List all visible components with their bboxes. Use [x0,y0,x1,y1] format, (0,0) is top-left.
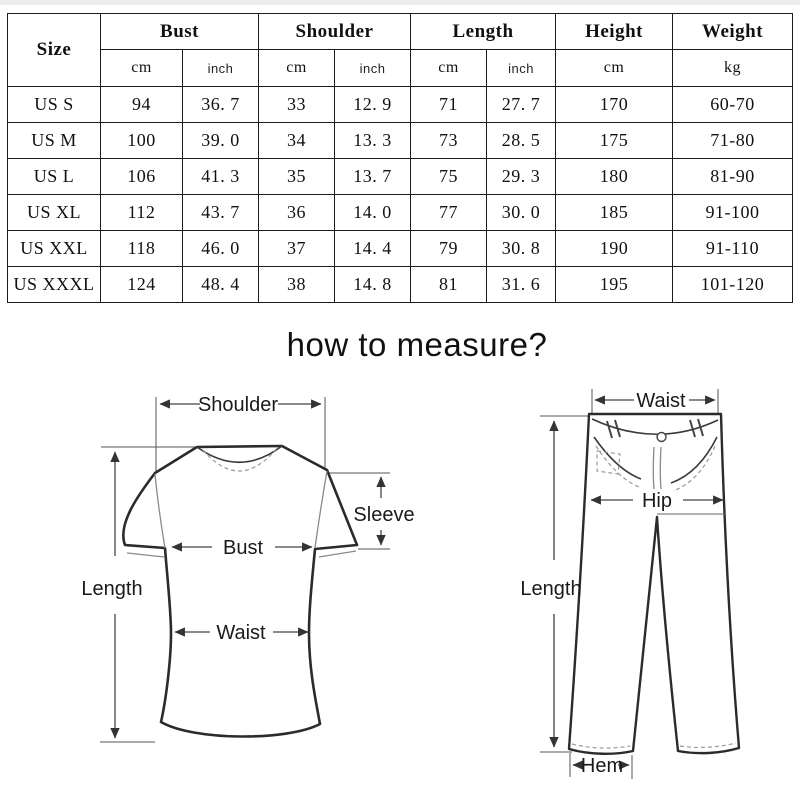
unit-weight-kg: kg [673,50,793,87]
shirt-length-label: Length [81,578,143,600]
fly-line-left [653,447,654,489]
row-size-label: US M [8,123,101,159]
table-cell: 12. 9 [335,87,411,123]
pants-hip-label: Hip [641,490,673,512]
table-cell: 106 [101,159,183,195]
table-cell: 112 [101,195,183,231]
table-cell: 71 [411,87,487,123]
table-cell: 81-90 [673,159,793,195]
table-cell: 75 [411,159,487,195]
table-cell: 180 [556,159,673,195]
table-cell: 30. 0 [487,195,556,231]
table-cell: 101-120 [673,267,793,303]
table-cell: 118 [101,231,183,267]
table-cell: 124 [101,267,183,303]
table-cell: 48. 4 [183,267,259,303]
col-header-weight: Weight [673,14,793,50]
table-cell: 71-80 [673,123,793,159]
row-size-label: US L [8,159,101,195]
table-cell: 36. 7 [183,87,259,123]
table-cell: 190 [556,231,673,267]
pants-length-label: Length [520,578,582,600]
table-cell: 81 [411,267,487,303]
table-cell: 30. 8 [487,231,556,267]
row-size-label: US XL [8,195,101,231]
table-cell: 37 [259,231,335,267]
shirt-shoulder-label: Shoulder [197,394,279,416]
shirt-sleeve-label: Sleeve [353,504,415,526]
col-header-size: Size [8,14,101,87]
row-size-label: US XXXL [8,267,101,303]
row-size-label: US S [8,87,101,123]
shirt-bust-label: Bust [222,537,264,559]
pants-outline [569,414,739,754]
table-cell: 27. 7 [487,87,556,123]
row-size-label: US XXL [8,231,101,267]
pants-hem-label: Hem [580,755,624,777]
pants-diagram [520,389,739,779]
table-cell: 14. 4 [335,231,411,267]
table-cell: 175 [556,123,673,159]
table-cell: 170 [556,87,673,123]
table-cell: 195 [556,267,673,303]
table-cell: 14. 8 [335,267,411,303]
unit-shoulder-inch: inch [335,50,411,87]
table-cell: 33 [259,87,335,123]
shirt-waist-label: Waist [216,622,266,644]
right-cuff-line [319,551,356,557]
unit-length-cm: cm [411,50,487,87]
col-header-shoulder: Shoulder [259,14,411,50]
fly-line-right [660,447,661,489]
unit-length-inch: inch [487,50,556,87]
table-cell: 13. 3 [335,123,411,159]
unit-bust-inch: inch [183,50,259,87]
table-cell: 36 [259,195,335,231]
table-cell: 35 [259,159,335,195]
table-cell: 94 [101,87,183,123]
table-cell: 28. 5 [487,123,556,159]
table-cell: 38 [259,267,335,303]
table-cell: 77 [411,195,487,231]
table-cell: 39. 0 [183,123,259,159]
waist-button [657,433,666,442]
table-cell: 73 [411,123,487,159]
table-cell: 60-70 [673,87,793,123]
tshirt-diagram [81,394,414,742]
unit-bust-cm: cm [101,50,183,87]
table-cell: 43. 7 [183,195,259,231]
col-header-height: Height [556,14,673,50]
table-cell: 41. 3 [183,159,259,195]
pants-waist-label: Waist [636,390,686,412]
table-cell: 29. 3 [487,159,556,195]
tshirt-outline [123,446,357,737]
table-cell: 79 [411,231,487,267]
table-cell: 91-110 [673,231,793,267]
col-header-bust: Bust [101,14,259,50]
table-cell: 100 [101,123,183,159]
table-cell: 91-100 [673,195,793,231]
col-header-length: Length [411,14,556,50]
table-cell: 13. 7 [335,159,411,195]
table-cell: 46. 0 [183,231,259,267]
table-cell: 185 [556,195,673,231]
table-cell: 14. 0 [335,195,411,231]
unit-shoulder-cm: cm [259,50,335,87]
table-cell: 34 [259,123,335,159]
table-cell: 31. 6 [487,267,556,303]
unit-height-cm: cm [556,50,673,87]
left-cuff-line [127,553,164,557]
how-to-measure-heading: how to measure? [286,326,548,363]
